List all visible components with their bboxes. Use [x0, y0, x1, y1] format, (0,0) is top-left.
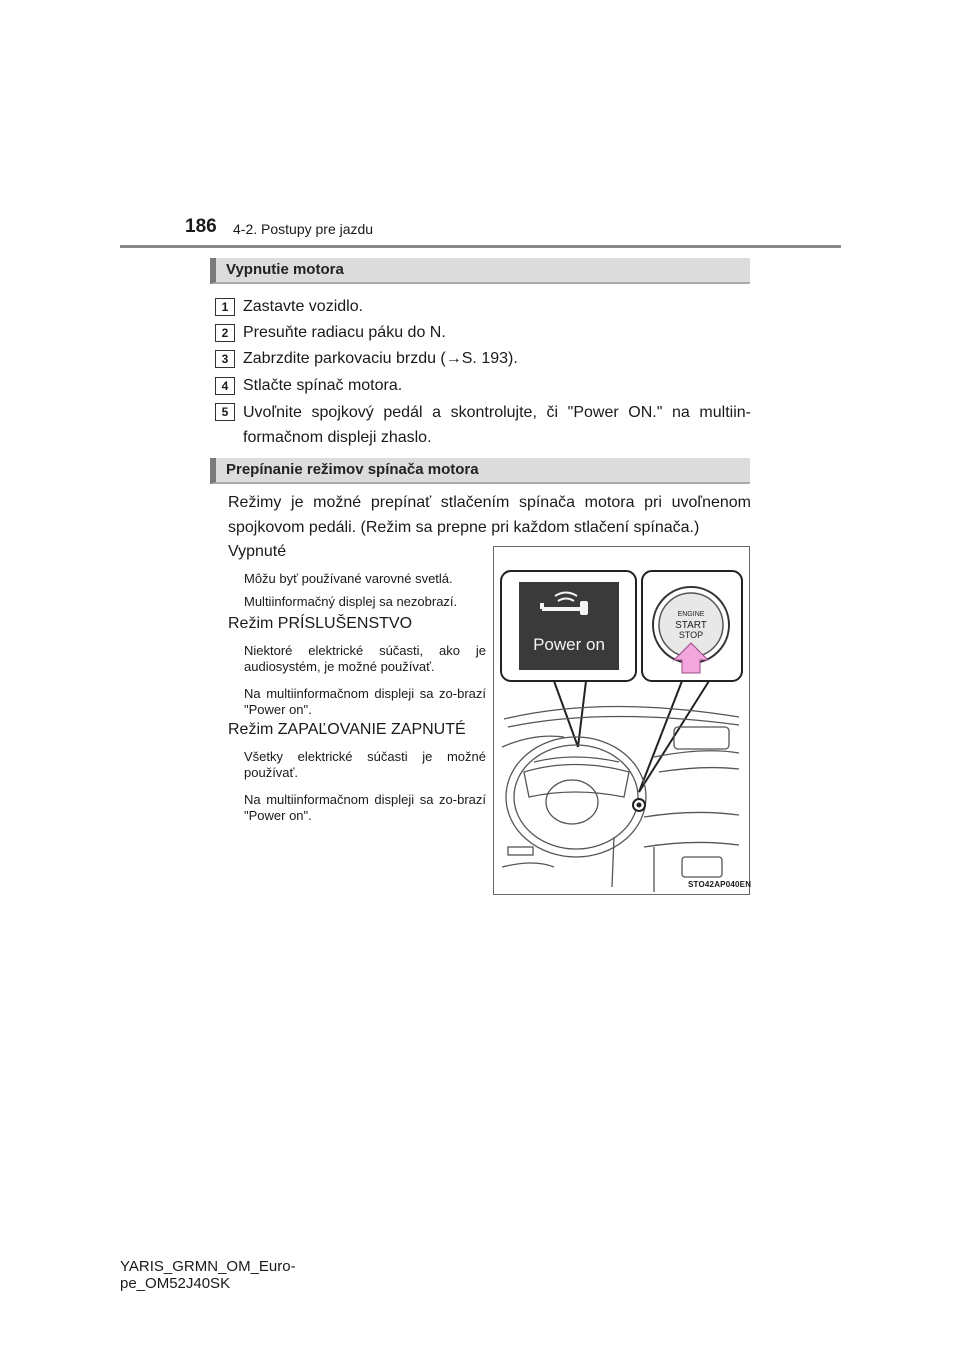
mode-description: Všetky elektrické súčasti je možné používať.	[244, 749, 486, 780]
section-heading-switch-modes: Prepínanie režimov spínača motora	[210, 458, 750, 484]
mode-description: Na multiinformačnom displeji sa zo-brazí "Power on".	[244, 686, 486, 717]
step-text: Zabrzdite parkovaciu brzdu (→S. 193).	[243, 350, 518, 367]
step-number: 5	[215, 403, 235, 421]
mode-description: Na multiinformačnom displeji sa zo-brazí "Power on".	[244, 792, 486, 823]
footer-line: pe_OM52J40SK	[120, 1275, 231, 1292]
step-number: 2	[215, 324, 235, 342]
mode-title: Režim ZAPAĽOVANIE ZAPNUTÉ	[228, 721, 466, 738]
section-heading-engine-off: Vypnutie motora	[210, 258, 750, 284]
engine-switch-illustration	[493, 546, 750, 895]
mode-description: Multiinformačný displej sa nezobrazí.	[244, 594, 458, 609]
display-text: Power on	[533, 635, 605, 654]
button-label: START	[675, 620, 707, 631]
button-label: STOP	[678, 630, 704, 640]
step-text: Zastavte vozidlo.	[243, 298, 364, 315]
section-title: 4-2. Postupy pre jazdu	[233, 221, 374, 237]
step-number: 3	[215, 350, 235, 368]
page-number: 186	[185, 216, 217, 237]
dashboard-drawing	[494, 547, 752, 894]
document-footer	[120, 1258, 296, 1292]
mode-title: Vypnuté	[228, 543, 287, 560]
mode-title: Režim PRÍSLUŠENSTVO	[228, 615, 413, 632]
step-number: 1	[215, 298, 235, 316]
intro-paragraph: Režimy je možné prepínať stlačením spínača motora pri uvoľnenom spojkovom pedáli. (Režim sa prepne pri každom stlačení spínača.)	[228, 494, 751, 536]
dashboard-line-art	[502, 706, 739, 892]
step-number: 4	[215, 377, 235, 395]
button-label: ENGINE	[677, 611, 705, 618]
step-text: Presuňte radiacu páku do N.	[243, 324, 446, 341]
mode-description: Môžu byť používané varovné svetlá.	[244, 571, 453, 586]
mode-description: Niektoré elektrické súčasti, ako je audiosystém, je možné používať.	[244, 643, 486, 674]
header-divider	[120, 245, 841, 248]
footer-line: YARIS_GRMN_OM_Euro-	[120, 1258, 296, 1275]
step-text: Stlačte spínač motora.	[243, 377, 403, 394]
step-text: Uvoľnite spojkový pedál a skontrolujte, či "Power ON." na multiin-formačnom displeji zhaslo.	[243, 404, 751, 446]
figure-code: STO42AP040EN	[688, 880, 752, 889]
